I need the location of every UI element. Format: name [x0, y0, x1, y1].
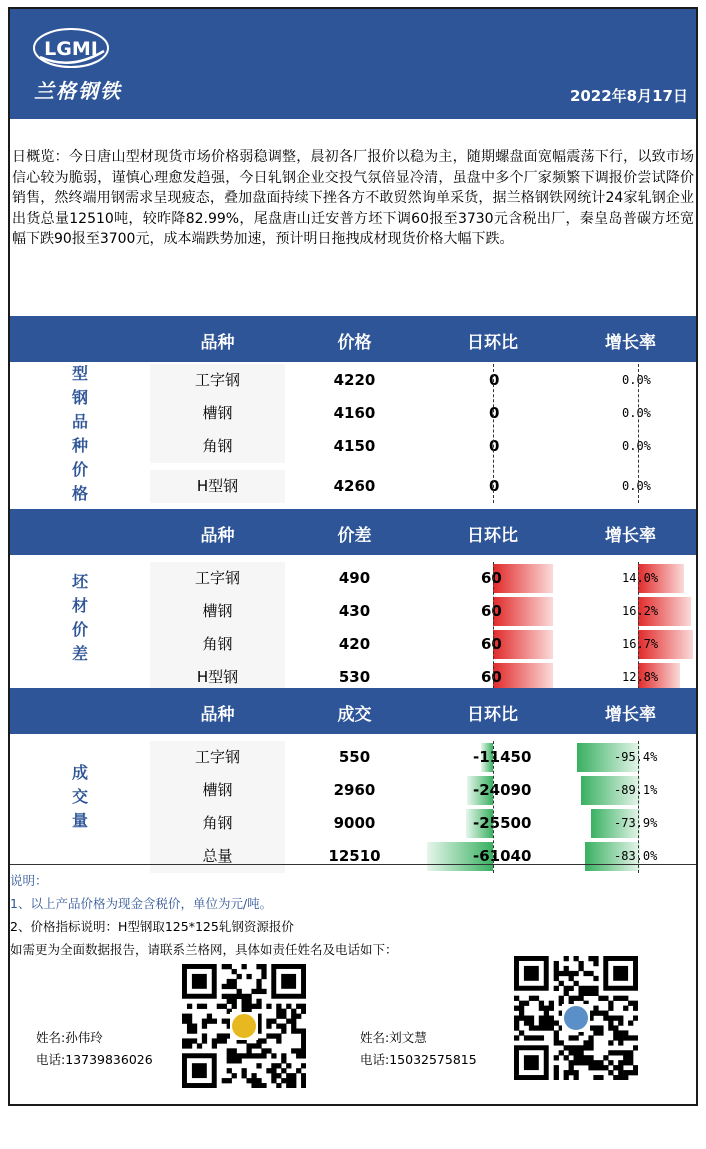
- daily-change-value: 0: [489, 437, 500, 455]
- rate-axis-line: [638, 364, 639, 503]
- col-header-variety: 品种: [200, 333, 235, 353]
- value-cell: 430: [338, 602, 371, 620]
- col-header-variety: 品种: [200, 526, 235, 546]
- notes-title: 说明：: [10, 873, 48, 888]
- rate-axis-line: [638, 741, 639, 873]
- rate-axis-line: [638, 562, 639, 694]
- change-bar: [493, 597, 553, 626]
- report-date: 2022年8月17日: [569, 87, 688, 105]
- report-frame: [8, 7, 698, 1106]
- section-label-spread: 坯 材 价 差: [71, 572, 88, 663]
- report-header: [10, 9, 696, 119]
- contact-name: 姓名:刘文慧: [360, 1030, 427, 1045]
- table-row: [150, 774, 696, 807]
- value-cell: 550: [338, 748, 371, 766]
- daily-change-value: 60: [481, 635, 502, 653]
- notes-line-1: 1、以上产品价格为现金含税价，单位为元/吨。: [10, 896, 273, 911]
- variety-name: 角钢: [150, 807, 285, 840]
- growth-rate-value: 0.0%: [622, 479, 651, 493]
- daily-change-value: -11450: [473, 748, 532, 766]
- variety-name: 总量: [150, 840, 285, 873]
- growth-rate-value: -73.9%: [614, 816, 658, 830]
- daily-change-value: 60: [481, 569, 502, 587]
- table-row: [150, 562, 696, 595]
- daily-change-value: 60: [481, 602, 502, 620]
- col-header-growth-rate: 增长率: [605, 526, 656, 546]
- contact-2: [360, 1027, 477, 1071]
- contact-phone: 电话:15032575815: [360, 1052, 477, 1067]
- value-cell: 530: [338, 668, 371, 686]
- variety-name: 工字钢: [150, 741, 285, 774]
- growth-rate-value: 0.0%: [622, 406, 651, 420]
- value-cell: 2960: [333, 781, 376, 799]
- growth-rate-value: -89.1%: [614, 783, 658, 797]
- notes-panel: [10, 864, 696, 961]
- growth-rate-value: 12.8%: [622, 670, 659, 684]
- growth-rate-value: 16.2%: [622, 604, 659, 618]
- value-cell: 12510: [328, 847, 381, 865]
- section-header-price: [10, 316, 696, 362]
- lgmi-logo: [32, 27, 110, 69]
- table-row: [150, 364, 696, 397]
- table-row: [150, 470, 696, 503]
- growth-rate-value: 0.0%: [622, 373, 651, 387]
- col-header-spread: 价差: [337, 526, 372, 546]
- daily-change-value: -61040: [473, 847, 532, 865]
- growth-rate-value: 0.0%: [622, 439, 651, 453]
- col-header-growth-rate: 增长率: [605, 333, 656, 353]
- table-row: [150, 741, 696, 774]
- variety-name: 角钢: [150, 430, 285, 463]
- value-cell: 4260: [333, 477, 376, 495]
- change-axis-line: [493, 741, 494, 873]
- variety-name: 工字钢: [150, 562, 285, 595]
- col-header-daily-change: 日环比: [467, 705, 518, 725]
- variety-name: 角钢: [150, 628, 285, 661]
- section-header-spread: [10, 509, 696, 555]
- col-header-daily-change: 日环比: [467, 333, 518, 353]
- brand-name: 兰格钢铁: [34, 79, 122, 103]
- qr-code-contact-2: [514, 956, 638, 1080]
- value-cell: 490: [338, 569, 371, 587]
- svg-text:LGMI: LGMI: [44, 38, 98, 60]
- daily-change-value: 0: [489, 404, 500, 422]
- growth-rate-value: -83.0%: [614, 849, 658, 863]
- contact-name: 姓名:孙伟玲: [36, 1030, 103, 1045]
- section-label-price: 型 钢 品 种 价 格: [71, 364, 88, 503]
- variety-name: 槽钢: [150, 397, 285, 430]
- value-cell: 4220: [333, 371, 376, 389]
- daily-change-value: -24090: [473, 781, 532, 799]
- variety-name: H型钢: [150, 661, 285, 694]
- growth-rate-value: -95.4%: [614, 750, 658, 764]
- change-axis-line: [493, 562, 494, 694]
- contact-1: [36, 1027, 153, 1071]
- value-cell: 4150: [333, 437, 376, 455]
- variety-name: 槽钢: [150, 774, 285, 807]
- table-row: [150, 628, 696, 661]
- variety-name: 工字钢: [150, 364, 285, 397]
- section-label-volume: 成 交 量: [71, 763, 88, 830]
- daily-change-value: -25500: [473, 814, 532, 832]
- change-bar: [493, 630, 553, 659]
- growth-rate-value: 14.0%: [622, 571, 659, 585]
- col-header-volume: 成交: [337, 705, 372, 725]
- value-cell: 9000: [333, 814, 376, 832]
- growth-rate-value: 16.7%: [622, 637, 659, 651]
- col-header-daily-change: 日环比: [467, 526, 518, 546]
- col-header-growth-rate: 增长率: [605, 705, 656, 725]
- table-row: [150, 595, 696, 628]
- notes-line-2: 2、价格指标说明：H型钢取125*125轧钢资源报价: [10, 919, 294, 934]
- value-cell: 420: [338, 635, 371, 653]
- section-header-volume: [10, 688, 696, 734]
- variety-name: H型钢: [150, 470, 285, 503]
- daily-change-value: 60: [481, 668, 502, 686]
- daily-overview: 日概览：今日唐山型材现货市场价格弱稳调整，晨初各厂报价以稳为主，随期螺盘面宽幅震荡下行，以致市场信心较为脆弱，谨慎心理愈发趋强，今日轧钢企业交投气氛倍显冷清，虽盘中多个厂家频繁下调报价尝试降价销售，然终端用钢需求呈现疲态，叠加盘面持续下挫各方不敢贸然询单采货，据兰格钢铁网统计24家轧钢企业出货总量12510吨，较昨降82.99%，尾盘唐山迁安普方坯下调60报至3730元含税出厂，秦皇岛普碳方坯宽幅下跌90报至3700元，成本端跌势加速，预计明日拖拽成材现货价格大幅下跌。: [12, 149, 694, 247]
- change-axis-line: [493, 364, 494, 503]
- notes-line-3: 如需更为全面数据报告，请联系兰格网，具体如责任姓名及电话如下：: [10, 942, 398, 957]
- variety-name: 槽钢: [150, 595, 285, 628]
- daily-change-value: 0: [489, 371, 500, 389]
- change-bar: [493, 564, 553, 593]
- col-header-price: 价格: [337, 333, 372, 353]
- table-row: [150, 397, 696, 430]
- table-row: [150, 430, 696, 463]
- contact-phone: 电话:13739836026: [36, 1052, 153, 1067]
- col-header-variety: 品种: [200, 705, 235, 725]
- qr-code-contact-1: [182, 964, 306, 1088]
- table-row: [150, 807, 696, 840]
- value-cell: 4160: [333, 404, 376, 422]
- daily-change-value: 0: [489, 477, 500, 495]
